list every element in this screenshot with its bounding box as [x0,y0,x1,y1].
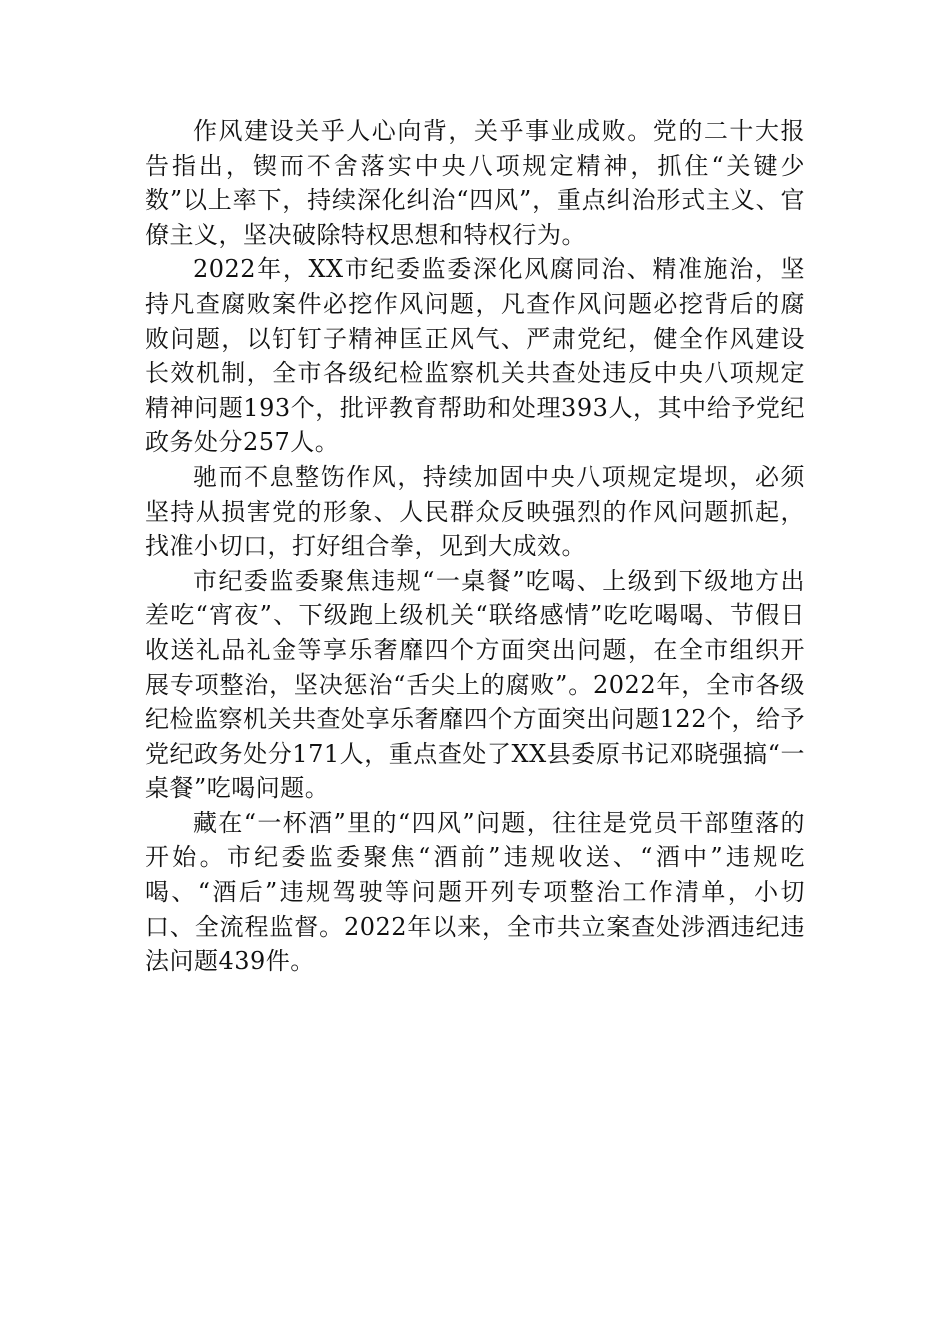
paragraph-1: 作风建设关乎人心向背，关乎事业成败。党的二十大报告指出，锲而不舍落实中央八项规定精神，抓住“关键少数”以上率下，持续深化纠治“四风”，重点纠治形式主义、官僚主义，坚决破除特权思想和特权行为。 [145,117,805,249]
paragraph-3: 驰而不息整饬作风，持续加固中央八项规定堤坝，必须坚持从损害党的形象、人民群众反映强烈的作风问题抓起，找准小切口，打好组合拳，见到大成效。 [145,462,805,561]
paragraph-2: 2022年，XX市纪委监委深化风腐同治、精准施治，坚持凡查腐败案件必挖作风问题，凡查作风问题必挖背后的腐败问题，以钉钉子精神匡正风气、严肃党纪，健全作风建设长效机制，全市各级纪检监察机关共查处违反中央八项规定精神问题193个，批评教育帮助和处理393人，其中给予党纪政务处分257人。 [145,255,805,457]
paragraph-5: 藏在“一杯酒”里的“四风”问题，往往是党员干部堕落的开始。市纪委监委聚焦“酒前”违规收送、“酒中”违规吃喝、“酒后”违规驾驶等问题开列专项整治工作清单，小切口、全流程监督。2022年以来，全市共立案查处涉酒违纪违法问题439件。 [145,808,805,976]
paragraph-4: 市纪委监委聚焦违规“一桌餐”吃喝、上级到下级地方出差吃“宵夜”、下级跑上级机关“联络感情”吃吃喝喝、节假日收送礼品礼金等享乐奢靡四个方面突出问题，在全市组织开展专项整治，坚决惩治“舌尖上的腐败”。2022年，全市各级纪检监察机关共查处享乐奢靡四个方面突出问题122个，给予党纪政务处分171人，重点查处了XX县委原书记邓晓强搞“一桌餐”吃喝问题。 [145,566,805,803]
document-body [145,114,805,979]
